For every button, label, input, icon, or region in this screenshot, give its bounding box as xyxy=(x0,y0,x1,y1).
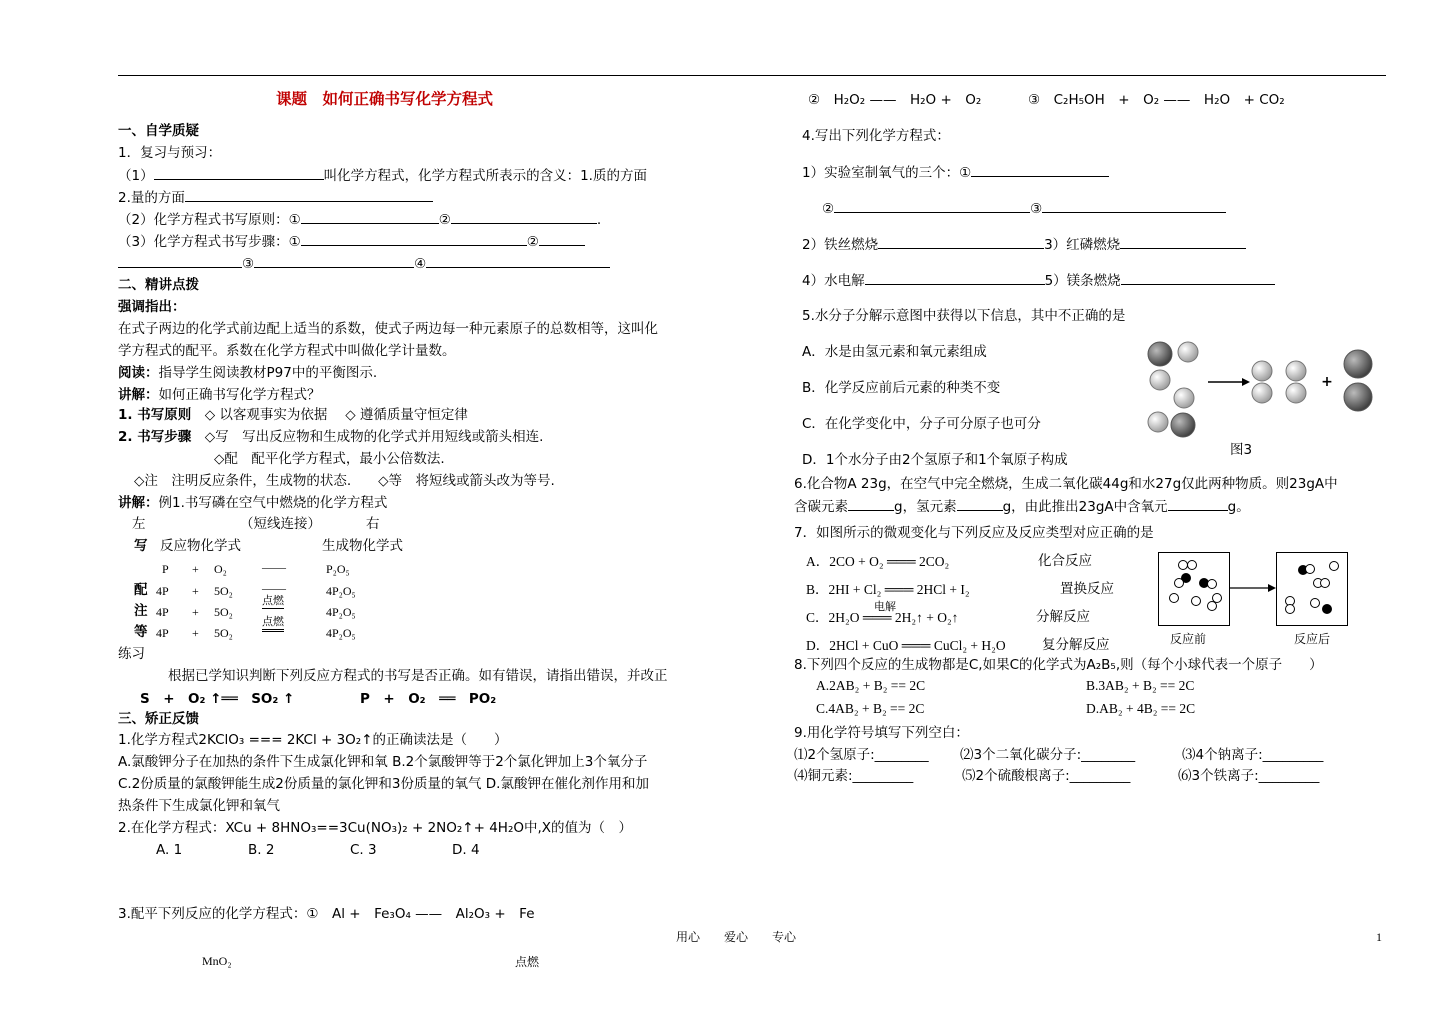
principle-line: 1. 书写原则 ◇ 以客观事实为依据 ◇ 遵循质量守恒定律 xyxy=(118,407,468,423)
r4-c5: 4P₂O₅ xyxy=(326,626,356,640)
steps-line-3: ◇注 注明反应条件，生成物的状态. ◇等 将短线或箭头改为等号. xyxy=(134,473,555,489)
row-label-balance: 配 xyxy=(134,582,148,598)
section-3-heading: 三、矫正反馈 xyxy=(118,711,199,727)
emphasis-label: 强调指出： xyxy=(118,299,186,315)
q7-option-b: B．2HI + Cl₂ ═══ 2HCl + I₂ xyxy=(806,582,970,597)
reaction-arrow-icon xyxy=(1228,582,1278,594)
question-1-ab: A.氯酸钾分子在加热的条件下生成氯化钾和氧 B.2个氯酸钾等于2个氯化钾加上3个氧分子 xyxy=(118,754,648,770)
line-q2: 2.量的方面 xyxy=(118,188,433,207)
line-q1: （1） 叫化学方程式，化学方程式所表示的含义：1.质的方面 xyxy=(118,168,647,184)
q7-type-d: 复分解反应 xyxy=(1042,637,1110,653)
row-label-note: 注 xyxy=(134,603,148,619)
question-7: 7．如图所示的微观变化与下列反应及反应类型对应正确的是 xyxy=(794,525,1154,541)
q5-option-a: A．水是由氢元素和氧元素组成 xyxy=(802,344,987,360)
q9-item-1: ⑴2个氢原子:________ xyxy=(794,747,929,763)
question-1-cd: C.2份质量的氯酸钾能生成2份质量的氯化钾和3份质量的氧气 D.氯酸钾在催化剂作用和加 xyxy=(118,776,649,792)
question-6-line-2: 含碳元素 g，氢元素 g，由此推出23gA中含氧元 g。 xyxy=(794,499,1250,515)
practice-eq-2: P + O₂ ══ PO₂ xyxy=(360,691,497,707)
steps-line-2: ◇配 配平化学方程式，最小公倍数法. xyxy=(214,451,445,467)
r1-c5: P₂O₅ xyxy=(326,562,350,576)
question-1: 1.化学方程式2KClO₃ === 2KCl + 3O₂↑的正确读法是（ ） xyxy=(118,732,508,748)
page-number: 1 xyxy=(1376,930,1382,944)
mno2-label: MnO₂ xyxy=(202,954,232,968)
question-2: 2.在化学方程式：XCu + 8HNO₃==3Cu(NO₃)₂ + 2NO₂↑+ 4H₂O中,X的值为（ ） xyxy=(118,820,633,836)
question-5: 5.水分子分解示意图中获得以下信息，其中不正确的是 xyxy=(802,308,1126,324)
r2-c4: —— xyxy=(262,581,286,595)
example-line: 讲解：例1.书写磷在空气中燃烧的化学方程式 xyxy=(118,495,388,511)
q8-option-d: D.AB₂ + 4B₂ == 2C xyxy=(1086,701,1196,716)
q9-item-2: ⑵3个二氧化碳分子:________ xyxy=(960,747,1136,763)
practice-eq-1: S + O₂ ↑══ SO₂ ↑ xyxy=(140,691,295,707)
r3-c2: + xyxy=(192,605,199,619)
q9-item-4: ⑷铜元素:_________ xyxy=(794,768,914,784)
water-decomposition-figure xyxy=(1140,336,1380,446)
q4-line-2: ② ③ xyxy=(822,199,1226,218)
hydrogen-atom xyxy=(1150,370,1170,390)
q7-option-c: C．2H₂O ═══ 2H₂↑ + O₂↑ xyxy=(806,610,959,625)
section-2-heading: 二、精讲点拨 xyxy=(118,277,199,293)
figure-3-caption: 图3 xyxy=(1230,442,1253,458)
eq-2: ② H₂O₂ —— H₂O + O₂ xyxy=(808,92,982,108)
review-label: 1．复习与预习： xyxy=(118,145,222,161)
r3-c4: 点燃 xyxy=(262,594,284,607)
q8-option-b: B.3AB₂ + B₂ == 2C xyxy=(1086,678,1195,693)
q4-line-4: 4）水电解 5）镁条燃烧 xyxy=(802,271,1275,290)
hydrogen-atom xyxy=(1178,342,1198,362)
table-right: 右 xyxy=(366,516,380,532)
q7-type-c: 分解反应 xyxy=(1036,609,1090,625)
svg-text:+: + xyxy=(1321,374,1333,390)
question-3: 3.配平下列反应的化学方程式：① Al + Fe₃O₄ —— Al₂O₃ + Fe xyxy=(118,906,535,922)
reactant-header: 反应物化学式 xyxy=(160,538,241,554)
product-header: 生成物化学式 xyxy=(322,538,403,554)
r3-c1: 4P xyxy=(156,605,169,619)
electrolysis-label: 电解 xyxy=(874,600,896,613)
practice-instruction: 根据已学知识判断下列反应方程式的书写是否正确。如有错误，请指出错误，并改正 xyxy=(168,668,668,684)
paragraph-line-1: 在式子两边的化学式前边配上适当的系数，使式子两边每一种元素原子的总数相等，这叫化 xyxy=(118,321,658,337)
q5-option-d: D．1个水分子由2个氢原子和1个氧原子构成 xyxy=(802,452,1068,468)
r2-c5: 4P₂O₅ xyxy=(326,584,356,598)
question-9: 9.用化学符号填写下列空白： xyxy=(794,725,969,741)
row-label-equal: 等 xyxy=(134,624,148,640)
after-label: 反应后 xyxy=(1294,632,1331,646)
line-q3: （2）化学方程式书写原则：① ② . xyxy=(118,212,602,228)
steps-line-1: 2. 书写步骤 ◇写 写出反应物和生成物的化学式并用短线或箭头相连. xyxy=(118,429,544,445)
q9-item-6: ⑹3个铁离子:_________ xyxy=(1178,768,1320,784)
q7-option-a: A．2CO + O₂ ═══ 2CO₂ xyxy=(806,554,950,569)
r4-c4: 点燃 xyxy=(262,615,284,632)
q8-option-a: A.2AB₂ + B₂ == 2C xyxy=(816,678,926,693)
r3-c5: 4P₂O₅ xyxy=(326,605,356,619)
question-8: 8.下列四个反应的生成物都是C,如果C的化学式为A₂B₅,则（每个小球代表一个原子 ） xyxy=(794,657,1323,673)
r4-c3: 5O₂ xyxy=(214,626,233,640)
hydrogen-atom xyxy=(1148,412,1168,432)
q7-type-a: 化合反应 xyxy=(1038,553,1092,569)
q5-option-c: C．在化学变化中，分子可分原子也可分 xyxy=(802,416,1041,432)
top-rule xyxy=(118,75,1386,76)
hydrogen-atom xyxy=(1174,388,1194,408)
practice-label: 练习 xyxy=(118,646,145,662)
q2-option-d: D. 4 xyxy=(452,842,480,858)
q2-option-b: B. 2 xyxy=(248,842,275,858)
q7-type-b: 置换反应 xyxy=(1060,581,1114,597)
line-q5: ③ ④ xyxy=(118,254,610,273)
section-1-heading: 一、自学质疑 xyxy=(118,123,199,139)
r2-c1: 4P xyxy=(156,584,169,598)
q9-item-5: ⑸2个硫酸根离子:_________ xyxy=(962,768,1131,784)
table-left: 左 xyxy=(132,516,146,532)
oxygen-atom xyxy=(1148,342,1172,366)
r3-c3: 5O₂ xyxy=(214,605,233,619)
q4-line-3: 2）铁丝燃烧 3）红磷燃烧 xyxy=(802,235,1246,254)
ignite-label: 点燃 xyxy=(515,955,540,969)
r2-c3: 5O₂ xyxy=(214,584,233,598)
arrow-icon xyxy=(1242,378,1250,386)
before-label: 反应前 xyxy=(1170,632,1207,646)
oxygen-atom xyxy=(1171,413,1195,437)
q9-item-3: ⑶4个钠离子:_________ xyxy=(1182,747,1324,763)
q8-option-c: C.4AB₂ + B₂ == 2C xyxy=(816,701,925,716)
table-mid: （短线连接） xyxy=(240,516,321,532)
line-q4: （3）化学方程式书写步骤：① ② xyxy=(118,232,585,251)
r1-c4: —— xyxy=(262,560,286,574)
row-label-write: 写 xyxy=(134,538,148,554)
q2-option-c: C. 3 xyxy=(350,842,377,858)
r4-c2: + xyxy=(192,626,199,640)
eq-3: ③ C₂H₅OH + O₂ —— H₂O + CO₂ xyxy=(1028,92,1285,108)
r4-c1: 4P xyxy=(156,626,169,640)
before-reaction-box xyxy=(1158,552,1230,626)
question-1-d-cont: 热条件下生成氯化钾和氧气 xyxy=(118,798,280,814)
q7-option-d: D．2HCl + CuO ═══ CuCl₂ + H₂O xyxy=(806,638,1006,653)
r2-c2: + xyxy=(192,584,199,598)
q2-option-a: A. 1 xyxy=(156,842,183,858)
lecture-line: 讲解：如何正确书写化学方程式？ xyxy=(118,387,321,403)
q5-option-b: B．化学反应前后元素的种类不变 xyxy=(802,380,1001,396)
question-4: 4.写出下列化学方程式： xyxy=(802,128,950,144)
reading-line: 阅读：指导学生阅读教材P97中的平衡图示. xyxy=(118,365,378,381)
after-reaction-box xyxy=(1276,552,1348,626)
r1-c2: + xyxy=(192,562,199,576)
page-title: 课题 如何正确书写化学方程式 xyxy=(276,90,494,108)
footer-motto: 用心 爱心 专心 xyxy=(676,930,797,944)
r1-c3: O₂ xyxy=(214,562,227,576)
question-6-line-1: 6.化合物A 23g，在空气中完全燃烧，生成二氧化碳44g和水27g仅此两种物质。则23gA中 xyxy=(794,476,1338,492)
r1-c1: P xyxy=(162,562,169,576)
q4-line-1: 1）实验室制氧气的三个：① xyxy=(802,163,1109,182)
paragraph-line-2: 学方程式的配平。系数在化学方程式中叫做化学计量数。 xyxy=(118,343,456,359)
